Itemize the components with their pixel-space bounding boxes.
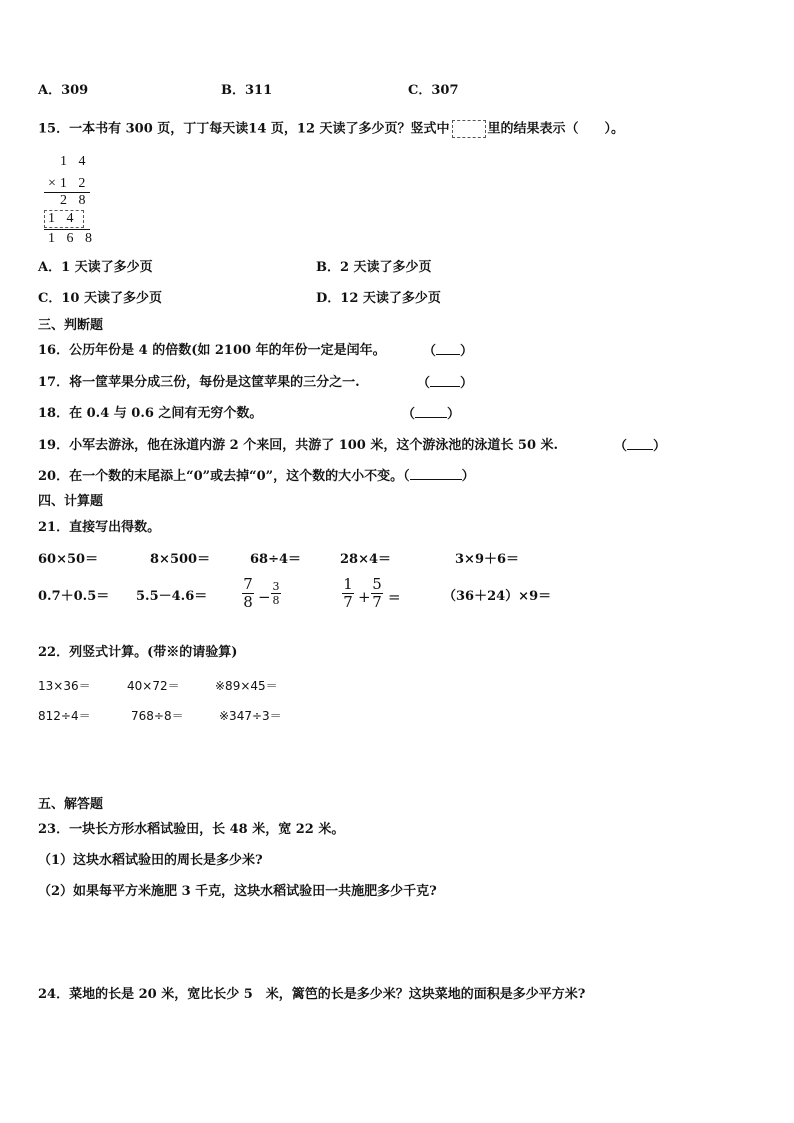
question-16-text: 16．公历年份是 4 的倍数(如 2100 年的年份一定是闰年。 [38, 343, 386, 358]
question-17 [38, 375, 360, 391]
q21-item-4: 28×4＝ [340, 552, 392, 567]
fraction-numerator: 3 [272, 580, 280, 593]
q22-item-1: 13×36＝ [38, 679, 91, 693]
paren-close: ） [653, 439, 667, 454]
question-17-text: 17．将一筐苹果分成三份，每份是这筐苹果的三分之一. [38, 375, 360, 390]
answer-paren-19 [614, 438, 666, 455]
paren-close: ） [461, 469, 475, 484]
answer-paren-17 [417, 375, 473, 392]
fraction-1-7 [342, 576, 354, 611]
question-19 [38, 438, 558, 454]
fraction-denominator: 8 [243, 593, 253, 611]
q22-title: 22．列竖式计算。(带※的请验算) [38, 645, 238, 660]
fraction-numerator: 5 [372, 575, 382, 593]
fraction-numerator: 7 [243, 575, 253, 593]
fraction-7-8 [242, 576, 254, 611]
q22-item-4: 812÷4＝ [38, 709, 91, 723]
paren-open: （ [423, 344, 437, 359]
fraction-numerator: 1 [343, 575, 353, 593]
q21-title: 21．直接写出得数。 [38, 520, 161, 535]
vertical-row-3: 2 8 [60, 193, 90, 208]
q21-item-7: 5.5－4.6＝ [136, 589, 208, 604]
question-20 [38, 468, 475, 485]
answer-blank [415, 406, 447, 418]
paren-open: （ [614, 439, 628, 454]
paren-close: ） [460, 344, 474, 359]
fraction-denominator: 7 [343, 593, 353, 611]
paren-open: （ [403, 469, 410, 484]
q23-sub-1: （1）这块水稻试验田的周长是多少米? [38, 853, 263, 868]
answer-blank [436, 343, 460, 355]
answer-paren-18 [402, 406, 460, 423]
fraction-denominator: 8 [272, 594, 280, 607]
q15-option-a: A．1 天读了多少页 [38, 260, 153, 275]
q24-title: 24．菜地的长是 20 米，宽比长少 5 米，篱笆的长是多少米？这块菜地的面积是多少平方米? [38, 987, 586, 1002]
question-20-text: 20．在一个数的末尾添上“0”或去掉“0”，这个数的大小不变。 [38, 469, 404, 484]
vertical-row-4: 1 4 [48, 211, 78, 226]
answer-blank [627, 438, 653, 450]
q15-text-before: 15．一本书有 300 页，丁丁每天读14 页，12 天读了多少页？竖式中 [38, 121, 450, 137]
q21-item-6: 0.7＋0.5＝ [38, 589, 110, 604]
q22-item-6: ※347÷3＝ [219, 709, 282, 723]
q21-item-2: 8×500＝ [150, 552, 211, 567]
paren-open: （ [417, 376, 431, 391]
q21-item-3: 68÷4＝ [250, 552, 302, 567]
section-title-judgment: 三、判断题 [38, 318, 104, 333]
paren-close: ） [447, 407, 461, 422]
equals-sign: = [388, 588, 401, 606]
q14-option-a: A．309 [38, 83, 89, 98]
q14-option-b: B．311 [221, 83, 273, 98]
q23-title: 23．一块长方形水稻试验田，长 48 米，宽 22 米。 [38, 822, 345, 837]
q23-sub-2: （2）如果每平方米施肥 3 千克，这块水稻试验田一共施肥多少千克? [38, 884, 437, 899]
q21-item-1: 60×50＝ [38, 552, 99, 567]
vertical-line-2 [44, 229, 90, 230]
fraction-5-7 [371, 576, 383, 611]
q21-item-last: （36＋24）×9＝ [443, 589, 552, 604]
vertical-row-5: 1 6 8 [48, 231, 96, 246]
q14-option-c: C．307 [408, 83, 459, 98]
answer-paren-16 [423, 343, 473, 360]
minus-sign: − [258, 588, 271, 606]
q22-item-3: ※89×45＝ [215, 679, 278, 693]
q15-option-b: B．2 天读了多少页 [316, 260, 432, 275]
answer-blank [430, 375, 460, 387]
question-16 [38, 343, 386, 359]
dashed-box-icon [452, 120, 486, 138]
question-18 [38, 406, 262, 422]
q15-text-after: 里的结果表示（ ）。 [487, 121, 625, 137]
q15-option-d: D．12 天读了多少页 [316, 291, 441, 306]
plus-sign: + [358, 588, 371, 606]
q15-option-c: C．10 天读了多少页 [38, 291, 162, 306]
q22-item-5: 768÷8＝ [131, 709, 184, 723]
question-18-text: 18．在 0.4 与 0.6 之间有无穷个数。 [38, 406, 263, 421]
paren-open: （ [402, 407, 416, 422]
vertical-row-1: 1 4 [60, 154, 90, 169]
question-19-text: 19．小军去游泳，他在泳道内游 2 个来回，共游了 100 米，这个游泳池的泳道长 50 米. [38, 438, 559, 453]
q15-question [38, 120, 624, 138]
answer-blank [410, 468, 462, 480]
q15-vertical-multiplication [40, 154, 100, 249]
fraction-3-8 [271, 580, 281, 607]
q21-item-5: 3×9＋6＝ [455, 552, 520, 567]
vertical-row-2: ×1 2 [48, 176, 90, 191]
section-title-calculation: 四、计算题 [38, 494, 104, 509]
fraction-denominator: 7 [372, 593, 382, 611]
section-title-solve: 五、解答题 [38, 797, 104, 812]
paren-close: ） [460, 376, 474, 391]
q22-item-2: 40×72＝ [127, 679, 180, 693]
